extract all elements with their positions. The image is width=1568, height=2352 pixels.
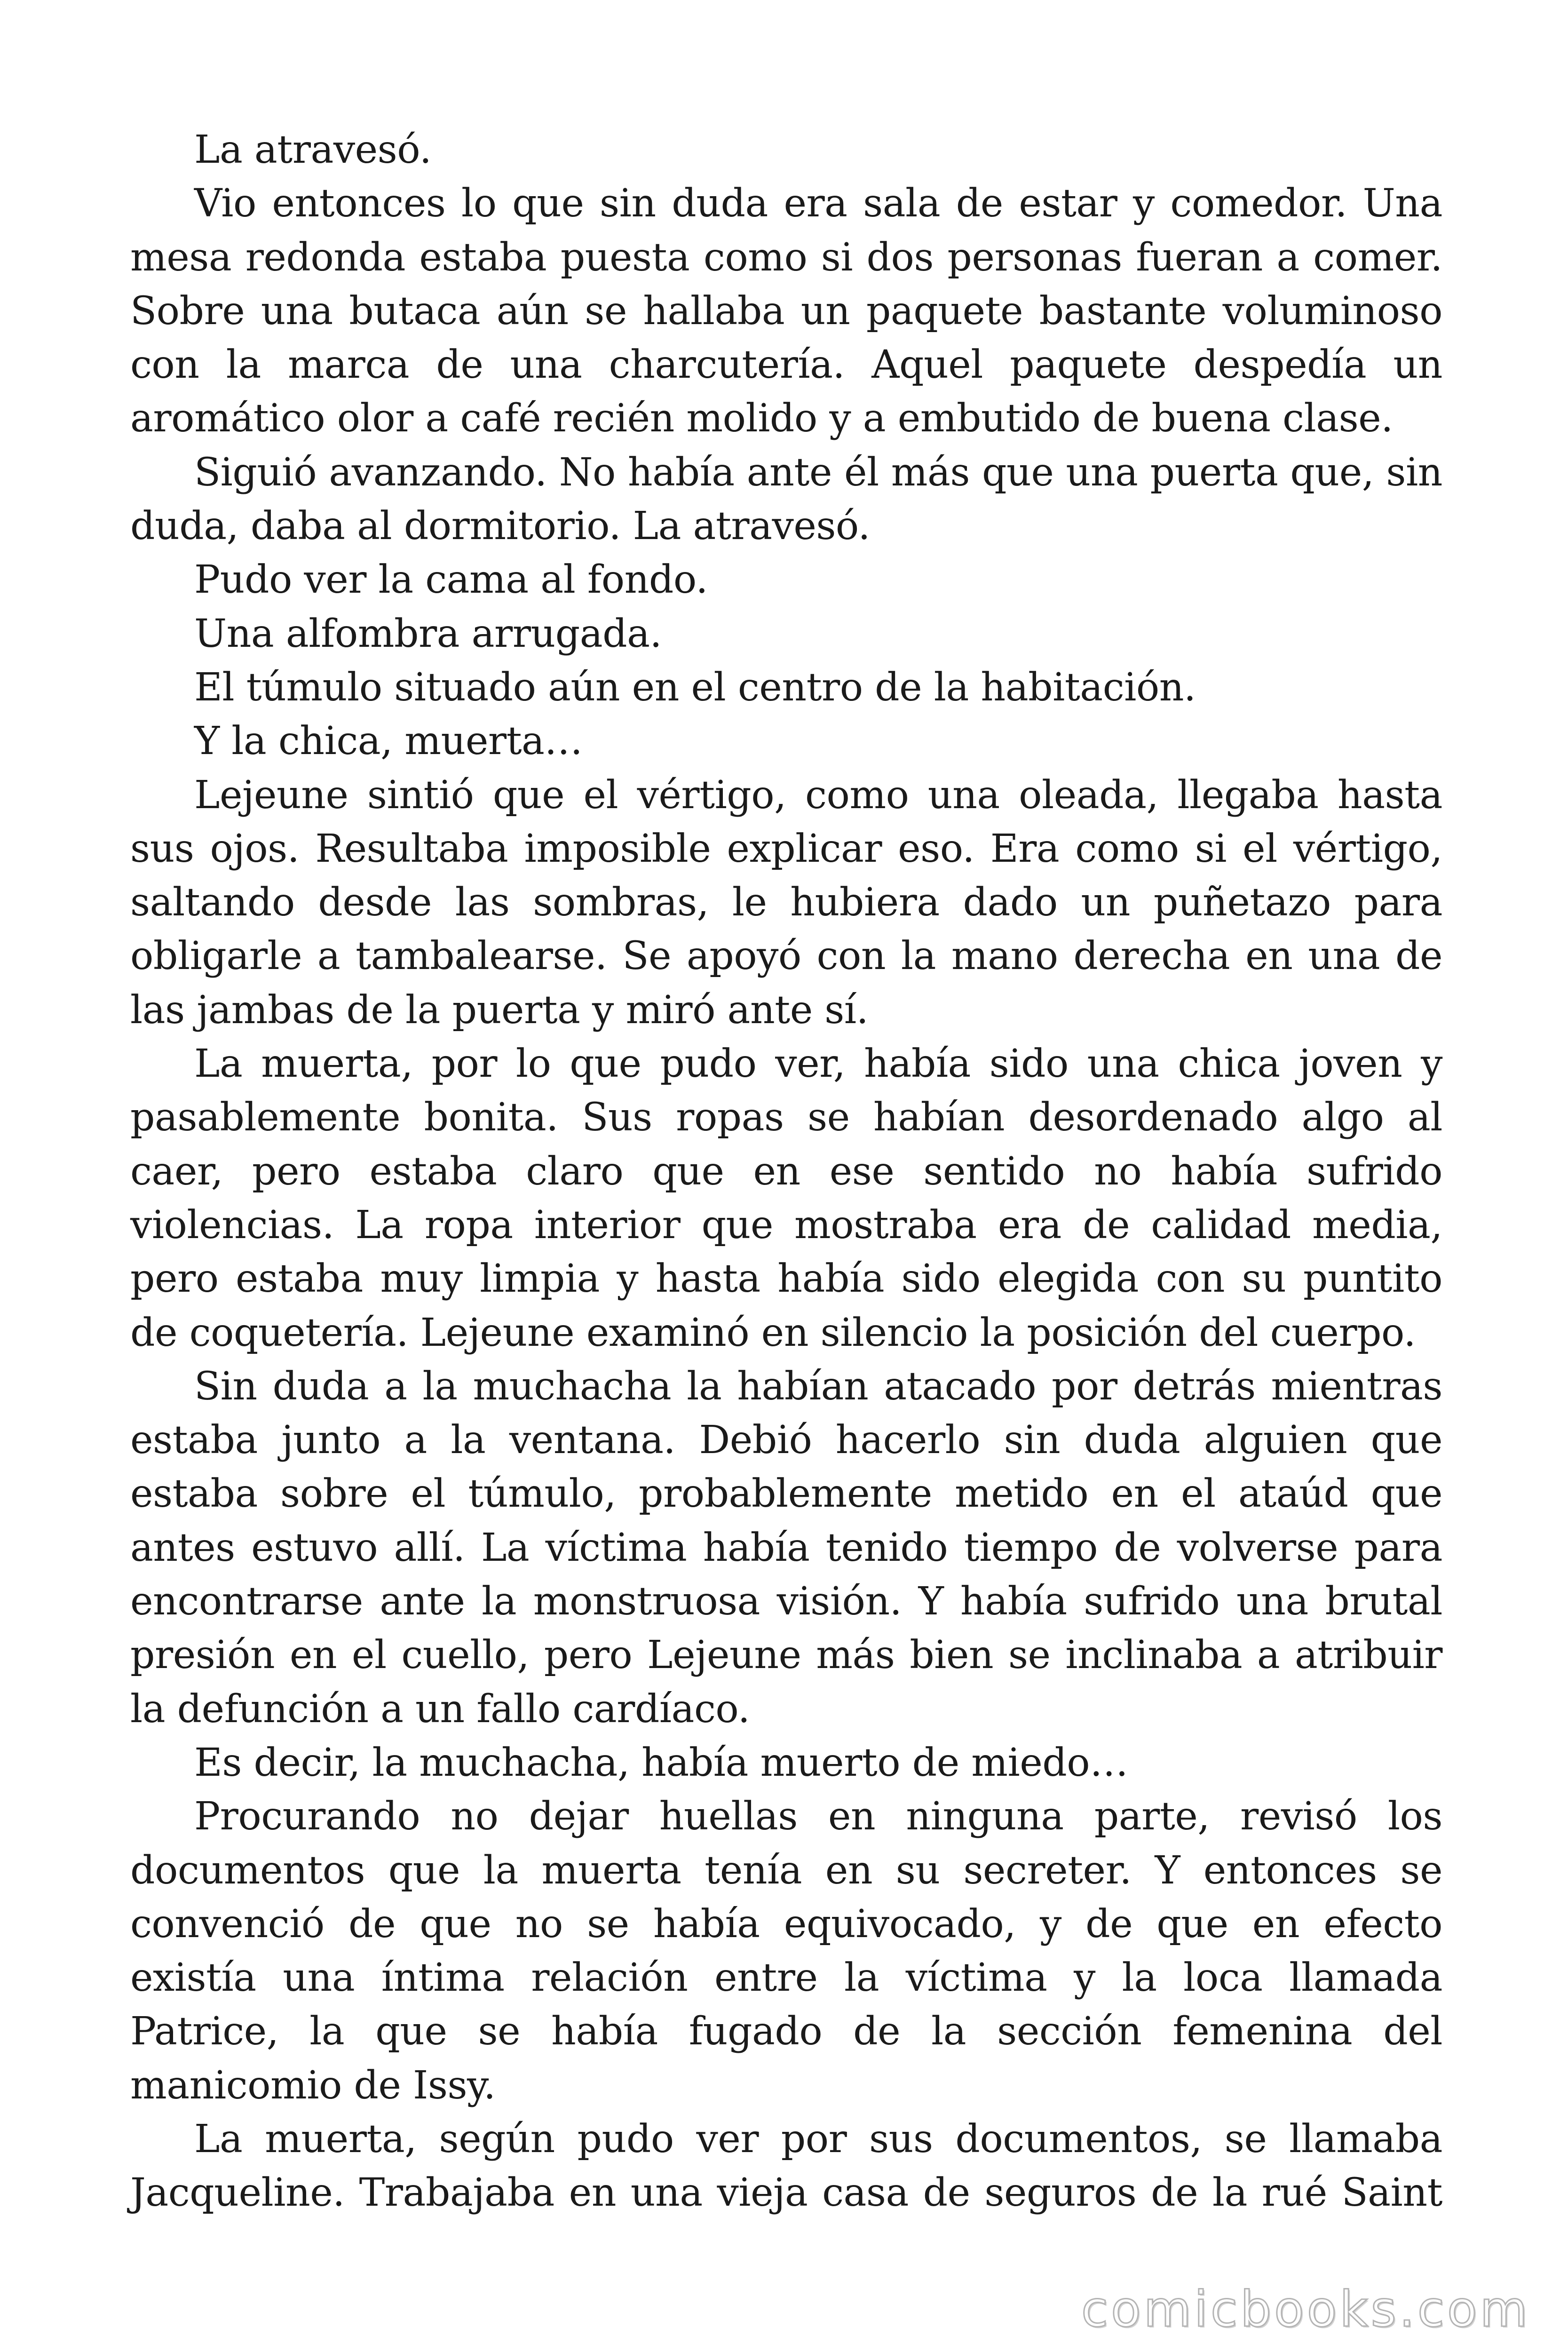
paragraph-13: La muerta, según pudo ver por sus documentos, se llamaba Jacqueline. Trabajaba en una vieja casa de seguros de la rué Saint — [130, 2116, 1442, 2216]
watermark-logo: comicbooks.com — [1081, 2280, 1530, 2338]
paragraph-1: La atravesó. — [194, 127, 432, 172]
paragraph-11: Es decir, la muchacha, había muerto de miedo… — [194, 1740, 1128, 1785]
body-text — [130, 123, 1442, 2220]
paragraph-8: Lejeune sintió que el vértigo, como una oleada, llegaba hasta sus ojos. Resultaba imposible explicar eso. Era como si el vértigo, saltando desde las sombras, le hubiera dado un puñetazo para obligarle a tambalearse. Se apoyó con la mano derecha en una de las jambas de la puerta y miró ante sí. — [130, 772, 1442, 1033]
paragraph-4: Pudo ver la cama al fondo. — [194, 557, 708, 603]
paragraph-5: Una alfombra arrugada. — [194, 611, 662, 656]
paragraph-3: Siguió avanzando. No había ante él más que una puerta que, sin duda, daba al dormitorio. La atravesó. — [130, 450, 1442, 549]
paragraph-7: Y la chica, muerta… — [194, 719, 583, 764]
paragraph-10: Sin duda a la muchacha la habían atacado por detrás mientras estaba junto a la ventana. Debió hacerlo sin duda alguien que estaba sobre el túmulo, probablemente metido en el ataúd que antes estuvo allí. La víctima había tenido tiempo de volverse para encontrarse ante la monstruosa visión. Y había sufrido una brutal presión en el cuello, pero Lejeune más bien se inclinaba a atribuir la defunción a un fallo cardíaco. — [130, 1364, 1442, 1732]
paragraph-6: El túmulo situado aún en el centro de la habitación. — [194, 665, 1196, 710]
paragraph-2: Vio entonces lo que sin duda era sala de estar y comedor. Una mesa redonda estaba puesta como si dos personas fueran a comer. Sobre una butaca aún se hallaba un paquete bastante voluminoso con la marca de una charcutería. Aquel paquete despedía un aromático olor a café recién molido y a embutido de buena clase. — [130, 181, 1442, 441]
paragraph-9: La muerta, por lo que pudo ver, había sido una chica joven y pasablemente bonita. Sus ropas se habían desordenado algo al caer, pero estaba claro que en ese sentido no había sufrido violencias. La ropa interior que mostraba era de calidad media, pero estaba muy limpia y hasta había sido elegida con su puntito de coquetería. Lejeune examinó en silencio la posición del cuerpo. — [130, 1041, 1442, 1355]
paragraph-12: Procurando no dejar huellas en ninguna parte, revisó los documentos que la muerta tenía en su secreter. Y entonces se convenció de que no se había equivocado, y de que en efecto existía una íntima relación entre la víctima y la loca llamada Patrice, la que se había fugado de la sección femenina del manicomio de Issy. — [130, 1794, 1442, 2108]
